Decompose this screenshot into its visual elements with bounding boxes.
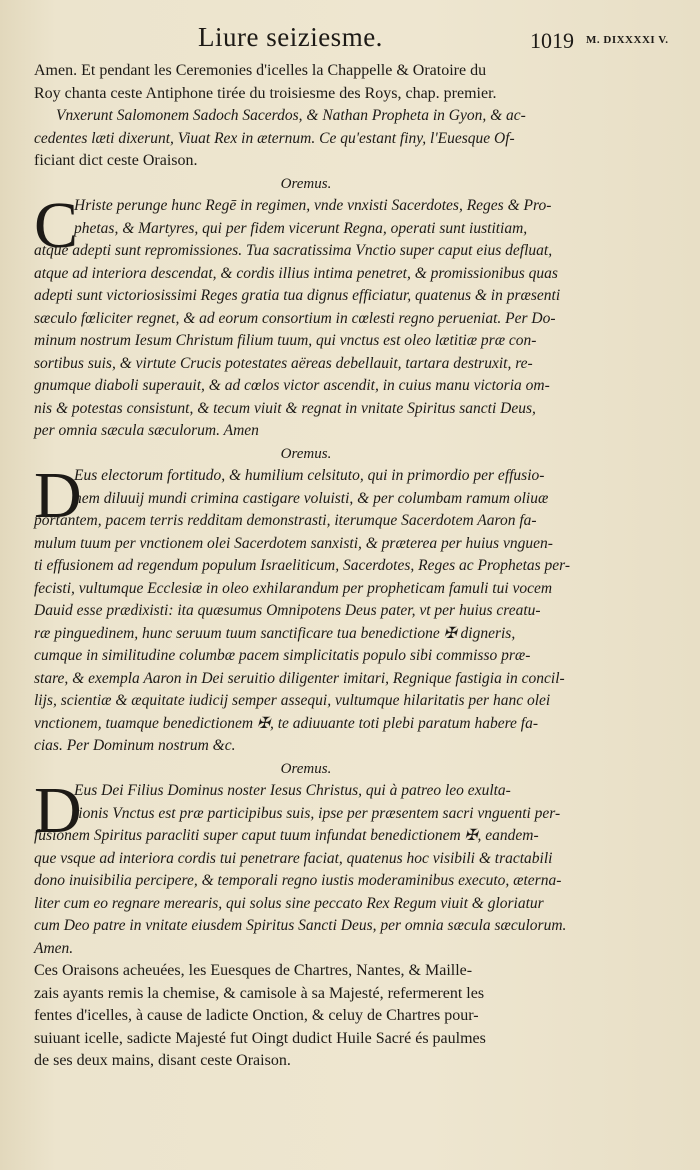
text-line	[34, 915, 578, 938]
text-line	[34, 488, 578, 511]
text-line	[34, 870, 578, 893]
line-text: Amen.	[34, 939, 74, 957]
line-text: fentes d'icelles, à cause de ladicte Onction, & celuy de Chartres pour-	[34, 1007, 479, 1024]
line-text: sæculo fœliciter regnet, & ad eorum consortium in cœlesti regno perueniat. Per Do-	[34, 309, 556, 327]
line-text: cum Deo patre in vnitate eiusdem Spiritus Sancti Deus, per omnia sæcula sæculorum.	[34, 917, 567, 934]
line-text: Roy chanta ceste Antiphone tirée du troisiesme des Roys, chap. premier.	[34, 84, 497, 102]
line-text: cias. Per Dominum nostrum &c.	[34, 737, 236, 754]
text-line	[34, 1050, 578, 1073]
line-text: Amen. Et pendant les Ceremonies d'icelles la Chappelle & Oratoire du	[34, 62, 487, 79]
line-text: sortibus suis, & virtute Crucis potestates aëreas debellauit, tartara destruxit, re-	[34, 354, 533, 372]
section-heading	[34, 758, 578, 781]
text-line	[34, 60, 578, 83]
line-text: ti effusionem ad regendum populum Israeliticum, Sacerdotes, Reges ac Prophetas per-	[34, 557, 571, 574]
line-text: Dauid esse prædixisti: ita quæsumus Omnipotens Deus pater, vt per huius creatu-	[34, 602, 541, 619]
text-line	[34, 285, 578, 308]
text-line	[34, 218, 578, 241]
line-text: Hriste perunge hunc Regē in regimen, vnde vnxisti Sacerdotes, Reges & Pro-	[74, 197, 552, 214]
text-line	[34, 353, 578, 376]
line-text: Oremus.	[280, 760, 332, 777]
text-line	[34, 150, 578, 173]
line-text: liter cum eo regnare merearis, qui solus sine peccato Rex Regum viuit & gloriatur	[34, 894, 544, 912]
line-text: atque ad interiora descendat, & cordis illius intima penetret, & promissionibus quas	[34, 264, 558, 282]
line-text: vnctionem, tuamque benedictionem ✠, te adiuuante toti plebi paratum habere fa-	[34, 714, 538, 732]
line-text: Eus Dei Filius Dominus noster Iesus Christus, qui à patreo leo exulta-	[74, 782, 511, 799]
line-text: de ses deux mains, disant ceste Oraison.	[34, 1052, 291, 1069]
text-line	[34, 128, 578, 151]
text-line	[34, 533, 578, 556]
line-text: Vnxerunt Salomonem Sadoch Sacerdos, & Nathan Propheta in Gyon, & ac-	[56, 107, 526, 124]
text-line	[34, 510, 578, 533]
line-text: stare, & exempla Aaron in Dei seruitio diligenter imitari, Regnique fastigia in concil-	[34, 669, 565, 687]
line-text: nem diluuij mundi crimina castigare voluisti, & per columbam ramum oliuæ	[74, 489, 549, 507]
line-text: nis & potestas consistunt, & tecum viuit & regnat in vnitate Spiritus sancti Deus,	[34, 399, 536, 417]
line-text: suiuant icelle, sadicte Majesté fut Oingt dudict Huile Sacré és paulmes	[34, 1029, 486, 1047]
margin-folio: M. DIXXXXI V.	[586, 34, 669, 46]
line-text: minum nostrum Iesum Christum filium tuum, qui vnctus est oleo lætitiæ præ con-	[34, 332, 537, 349]
drop-cap: C	[34, 189, 79, 262]
text-line	[34, 960, 578, 983]
text-line	[34, 645, 578, 668]
line-text: Oremus.	[280, 445, 332, 462]
line-text: cedentes læti dixerunt, Viuat Rex in æternum. Ce qu'estant finy, l'Euesque Of-	[34, 129, 515, 147]
line-text: lijs, scientiæ & æquitate iudicij semper assequi, vultumque hilaritatis per hanc olei	[34, 692, 551, 709]
drop-cap: D	[34, 774, 82, 847]
text-line	[34, 398, 578, 421]
page-header	[30, 22, 690, 58]
text-line	[34, 1005, 578, 1028]
text-line	[34, 105, 578, 128]
section-heading	[34, 173, 578, 196]
text-line	[34, 375, 578, 398]
text-line	[34, 893, 578, 916]
text-line	[34, 825, 578, 848]
drop-cap: D	[34, 459, 82, 532]
line-text: Oremus.	[280, 175, 332, 192]
line-text: phetas, & Martyres, qui per fidem vicerunt Regna, operati sunt iustitiam,	[74, 219, 528, 237]
text-line	[34, 938, 578, 961]
text-line	[34, 668, 578, 691]
text-line	[34, 330, 578, 353]
text-line	[34, 1028, 578, 1051]
line-text: ræ pinguedinem, hunc seruum tuum sanctificare tua benedictione ✠ digneris,	[34, 624, 516, 642]
text-line	[34, 240, 578, 263]
text-line	[34, 803, 578, 826]
text-line	[34, 623, 578, 646]
page-number: 1019	[530, 28, 574, 53]
text-line	[34, 690, 578, 713]
body-text	[34, 60, 578, 1073]
running-title: Liure seiziesme.	[198, 22, 383, 52]
line-text: tionis Vnctus est præ participibus suis, ipse per præsentem sacri vnguenti per-	[74, 804, 561, 822]
text-line	[34, 578, 578, 601]
text-line	[34, 848, 578, 871]
line-text: Eus electorum fortitudo, & humilium celsituto, qui in primordio per effusio-	[74, 467, 545, 484]
line-text: atque adepti sunt repromissiones. Tua sacratissima Vnctio super caput eius defluat,	[34, 242, 553, 259]
text-line	[34, 263, 578, 286]
line-text: ficiant dict ceste Oraison.	[34, 152, 198, 169]
line-text: portantem, pacem terris redditam demonstrasti, iterumque Sacerdotem Aaron fa-	[34, 512, 537, 529]
line-text: fusionem Spiritus paracliti super caput tuum infundat benedictionem ✠, eandem-	[34, 827, 539, 844]
text-line	[34, 713, 578, 736]
text-line	[34, 983, 578, 1006]
line-text: adepti sunt victoriosissimi Reges gratia tua dignus efficiatur, quatenus & in præsenti	[34, 287, 561, 304]
section-heading	[34, 443, 578, 466]
text-line	[34, 308, 578, 331]
text-line	[34, 420, 578, 443]
text-line	[34, 735, 578, 758]
line-text: zais ayants remis la chemise, & camisole à sa Majesté, refermerent les	[34, 984, 485, 1002]
line-text: gnumque diaboli superauit, & ad cœlos victor ascendit, in cuius manu victoria om-	[34, 377, 550, 394]
line-text: mulum tuum per vnctionem olei Sacerdotem sanxisti, & præterea per huius vnguen-	[34, 534, 553, 552]
line-text: fecisti, vultumque Ecclesiæ in oleo exhilarandum per propheticam famuli tui vocem	[34, 579, 553, 597]
text-line	[34, 555, 578, 578]
line-text: Ces Oraisons acheuées, les Euesques de Chartres, Nantes, & Maille-	[34, 962, 473, 979]
line-text: per omnia sæcula sæculorum. Amen	[34, 422, 259, 439]
text-line	[34, 83, 578, 106]
line-text: cumque in similitudine columbæ pacem simplicitatis populo sibi commisso præ-	[34, 647, 531, 664]
line-text: que vsque ad interiora cordis tui penetrare faciat, quatenus hoc visibili & tractabili	[34, 849, 553, 867]
text-line	[34, 600, 578, 623]
line-text: dono inuisibilia percipere, & temporali regno iustis moderaminibus executo, æterna-	[34, 872, 562, 889]
